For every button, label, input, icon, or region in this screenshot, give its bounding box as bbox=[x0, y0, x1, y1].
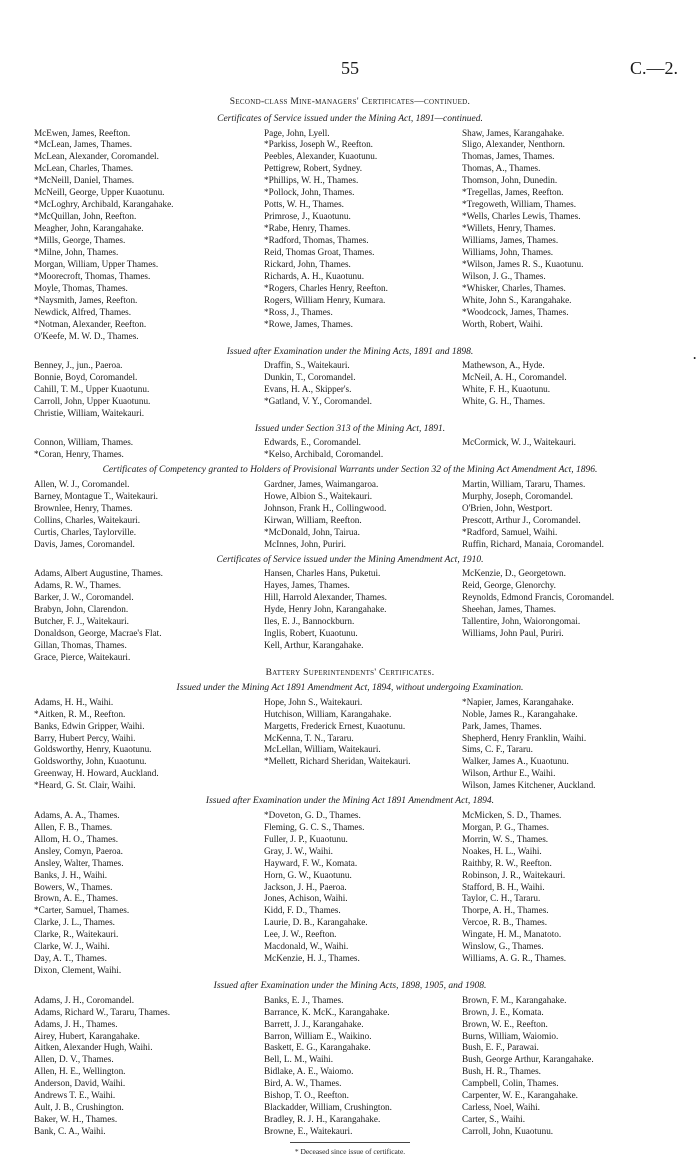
certificate-entry: Inglis, Robert, Kuaotunu. bbox=[264, 627, 358, 638]
certificate-entry: *McLean, James, Thames. bbox=[34, 139, 133, 150]
certificate-entry: Fuller, J. P., Kuaotunu. bbox=[264, 833, 348, 844]
section bbox=[22, 422, 678, 461]
certificate-entry: *McNeill, Daniel, Thames. bbox=[34, 175, 135, 186]
certificate-entry: McCormick, W. J., Waitekauri. bbox=[462, 437, 576, 448]
certificate-entry: Horn, G. W., Kuaotunu. bbox=[264, 869, 352, 880]
certificate-entry: Rickard, John, Thames. bbox=[264, 258, 351, 269]
section-heading: Issued after Examination under the Mining Act 1891 Amendment Act, 1894. bbox=[205, 796, 495, 807]
certificate-entry: Benney, J., jun., Paeroa. bbox=[34, 360, 123, 371]
certificate-entry: Williams, John, Thames. bbox=[462, 247, 554, 258]
section-heading: Issued after Examination under the Mining Acts, 1891 and 1898. bbox=[226, 346, 474, 357]
certificate-entry: Baker, W. H., Thames. bbox=[34, 1114, 118, 1125]
certificate-entry: Day, A. T., Thames. bbox=[34, 953, 107, 964]
certificate-entry: Thomas, A., Thames. bbox=[462, 163, 541, 174]
section-heading: Certificates of Service issued under the Mining Act, 1891—continued. bbox=[217, 114, 483, 124]
certificate-entry: *Heard, G. St. Clair, Waihi. bbox=[34, 780, 136, 791]
document-body bbox=[22, 96, 678, 1156]
certificate-entry: Tallentire, John, Waiorongomai. bbox=[462, 615, 581, 626]
certificate-entry: Murphy, Joseph, Coromandel. bbox=[462, 490, 573, 501]
certificate-entry: Hill, Harrold Alexander, Thames. bbox=[264, 591, 387, 602]
name-column-1 bbox=[22, 568, 252, 664]
certificate-entry: Connon, William, Thames. bbox=[34, 437, 134, 448]
certificate-entry: *McLoghry, Archibald, Karangahake. bbox=[34, 199, 174, 210]
certificate-entry: Carless, Noel, Waihi. bbox=[462, 1102, 540, 1113]
sections-container bbox=[22, 112, 678, 1138]
certificate-entry: Clarke, W. J., Waihi. bbox=[34, 941, 110, 952]
certificate-entry: *Mellett, Richard Sheridan, Waitekauri. bbox=[264, 756, 411, 767]
certificate-entry: Carroll, John, Upper Kuaotunu. bbox=[34, 396, 151, 407]
certificate-entry: *Napier, James, Karangahake. bbox=[462, 696, 574, 707]
section-heading: Issued after Examination under the Mining Acts, 1898, 1905, and 1908. bbox=[213, 981, 487, 992]
certificate-entry: *Rabe, Henry, Thames. bbox=[264, 223, 351, 234]
certificate-entry: Allen, F. B., Thames. bbox=[34, 821, 113, 832]
section bbox=[22, 681, 678, 792]
certificate-entry: Wilson, J. G., Thames. bbox=[462, 270, 546, 281]
certificate-entry: *Parkiss, Joseph W., Reefton. bbox=[264, 139, 373, 150]
certificate-entry: Noble, James R., Karangahake. bbox=[462, 708, 578, 719]
section bbox=[22, 666, 678, 682]
certificate-entry: Kidd, F. D., Thames. bbox=[264, 905, 341, 916]
certificate-entry: Banks, Edwin Gripper, Waihi. bbox=[34, 720, 145, 731]
section-heading: Battery Superintendents' Certificates. bbox=[265, 667, 435, 678]
certificate-entry: Brown, W. E., Reefton. bbox=[462, 1018, 548, 1029]
certificate-entry: *Notman, Alexander, Reefton. bbox=[34, 318, 147, 329]
certificate-entry: Ansley, Walter, Thames. bbox=[34, 857, 124, 868]
certificate-entry: Allom, H. O., Thames. bbox=[34, 833, 119, 844]
certificate-entry: Hope, John S., Waitekauri. bbox=[264, 696, 363, 707]
certificate-entry: Prescott, Arthur J., Coromandel. bbox=[462, 514, 581, 525]
name-column-3 bbox=[452, 568, 678, 664]
certificate-entry: Adams, H. H., Waihi. bbox=[34, 696, 114, 707]
certificate-entry: Bowers, W., Thames. bbox=[34, 881, 113, 892]
certificate-entry: Carter, S., Waihi. bbox=[462, 1114, 526, 1125]
certificate-entry: Goldsworthy, John, Kuaotunu. bbox=[34, 756, 147, 767]
certificate-entry: *Radford, Thomas, Thames. bbox=[264, 235, 369, 246]
certificate-entry: Barney, Montague T., Waitekauri. bbox=[34, 490, 158, 501]
certificate-entry: McNeil, A. H., Coromandel. bbox=[462, 372, 567, 383]
certificate-entry: Raithby, R. W., Reefton. bbox=[462, 857, 552, 868]
certificate-entry: *Wells, Charles Lewis, Thames. bbox=[462, 211, 581, 222]
certificate-entry: McKenzie, D., Georgetown. bbox=[462, 568, 566, 579]
certificate-entry: Meagher, John, Karangahake. bbox=[34, 223, 144, 234]
name-column-2 bbox=[252, 479, 452, 551]
certificate-entry: Thorpe, A. H., Thames. bbox=[462, 905, 549, 916]
certificate-entry: Park, James, Thames. bbox=[462, 720, 542, 731]
certificate-entry: Bidlake, A. E., Waiomo. bbox=[264, 1066, 354, 1077]
certificate-entry: Anderson, David, Waihi. bbox=[34, 1078, 126, 1089]
certificate-entry: Dixon, Clement, Waihi. bbox=[34, 965, 122, 976]
certificate-entry: Potts, W. H., Thames. bbox=[264, 199, 344, 210]
certificate-entry: Brabyn, John, Clarendon. bbox=[34, 603, 129, 614]
certificate-entry: Rogers, William Henry, Kumara. bbox=[264, 294, 386, 305]
certificate-entry: Bishop, T. O., Reefton. bbox=[264, 1090, 349, 1101]
certificate-entry: Shepherd, Henry Franklin, Waihi. bbox=[462, 732, 587, 743]
certificate-entry: Cahill, T. M., Upper Kuaotunu. bbox=[34, 384, 150, 395]
certificate-entry: Reid, Thomas Groat, Thames. bbox=[264, 247, 375, 258]
section bbox=[22, 794, 678, 977]
certificate-entry: Clarke, J. L., Thames. bbox=[34, 917, 115, 928]
certificate-entry: *Coran, Henry, Thames. bbox=[34, 449, 124, 460]
certificate-entry: *Tregoweth, William, Thames. bbox=[462, 199, 577, 210]
name-column-3 bbox=[452, 437, 678, 461]
name-column-3 bbox=[452, 697, 678, 793]
certificate-entry: Newdick, Alfred, Thames. bbox=[34, 306, 132, 317]
name-column-3 bbox=[452, 479, 678, 551]
certificate-entry: *Whisker, Charles, Thames. bbox=[462, 282, 566, 293]
certificate-entry: Richards, A. H., Kuaotunu. bbox=[264, 270, 365, 281]
certificate-entry: Peebles, Alexander, Kuaotunu. bbox=[264, 151, 378, 162]
certificate-entry: Kell, Arthur, Karangahake. bbox=[264, 639, 364, 650]
certificate-entry: McKenna, T. N., Tararu. bbox=[264, 732, 354, 743]
certificate-entry: Burns, William, Waiomio. bbox=[462, 1030, 559, 1041]
section bbox=[22, 345, 678, 420]
certificate-entry: *Ross, J., Thames. bbox=[264, 306, 333, 317]
certificate-entry: McNeill, George, Upper Kuaotunu. bbox=[34, 187, 165, 198]
certificate-entry: Carroll, John, Kuaotunu. bbox=[462, 1126, 554, 1137]
certificate-entry: Bush, H. R., Thames. bbox=[462, 1066, 541, 1077]
footnote-rule bbox=[290, 1142, 410, 1143]
name-column-2 bbox=[252, 810, 452, 977]
certificate-entry: Worth, Robert, Waihi. bbox=[462, 318, 543, 329]
certificate-entry: Wilson, James Kitchener, Auckland. bbox=[462, 780, 596, 791]
certificate-entry: Taylor, C. H., Tararu. bbox=[462, 893, 541, 904]
name-columns bbox=[22, 360, 678, 420]
certificate-entry: McLean, Alexander, Coromandel. bbox=[34, 151, 159, 162]
certificate-entry: Primrose, J., Kuaotunu. bbox=[264, 211, 351, 222]
name-columns bbox=[22, 128, 678, 343]
certificate-entry: Hayes, James, Thames. bbox=[264, 580, 350, 590]
certificate-entry: Williams, James, Thames. bbox=[462, 235, 559, 246]
certificate-entry: Brown, A. E., Thames. bbox=[34, 893, 119, 904]
certificate-entry: Lee, J. W., Reefton. bbox=[264, 929, 337, 940]
certificate-entry: Draffin, S., Waitekauri. bbox=[264, 360, 350, 371]
name-column-3 bbox=[452, 128, 678, 343]
certificate-entry: *Rogers, Charles Henry, Reefton. bbox=[264, 282, 388, 293]
name-column-2 bbox=[252, 697, 452, 793]
name-column-2 bbox=[252, 568, 452, 664]
certificate-entry: Collins, Charles, Waitekauri. bbox=[34, 514, 141, 525]
certificate-entry: *Radford, Samuel, Waihi. bbox=[462, 526, 558, 537]
page-header bbox=[0, 58, 700, 80]
certificate-entry: Thomson, John, Dunedin. bbox=[462, 175, 558, 186]
certificate-entry: Donaldson, George, Macrae's Flat. bbox=[34, 627, 162, 638]
certificate-entry: Noakes, H. L., Waihi. bbox=[462, 845, 542, 856]
certificate-entry: Jones, Achison, Waihi. bbox=[264, 893, 348, 904]
certificate-entry: Laurie, D. B., Karangahake. bbox=[264, 917, 368, 928]
certificate-entry: *Pollock, John, Thames. bbox=[264, 187, 355, 198]
section bbox=[22, 553, 678, 664]
certificate-entry: Fleming, G. C. S., Thames. bbox=[264, 821, 365, 832]
name-column-1 bbox=[22, 479, 252, 551]
certificate-entry: McMicken, S. D., Thames. bbox=[462, 809, 562, 820]
section-heading: Issued under Section 313 of the Mining Act, 1891. bbox=[254, 423, 446, 434]
certificate-entry: Brown, J. E., Komata. bbox=[462, 1006, 544, 1017]
certificate-entry: White, F. H., Kuaotunu. bbox=[462, 384, 551, 395]
certificate-entry: Winslow, G., Thames. bbox=[462, 941, 544, 952]
certificate-entry: Hansen, Charles Hans, Puketui. bbox=[264, 568, 381, 579]
certificate-entry: Moyle, Thomas, Thames. bbox=[34, 282, 128, 293]
certificate-entry: Greenway, H. Howard, Auckland. bbox=[34, 768, 159, 779]
certificate-entry: *Kelso, Archibald, Coromandel. bbox=[264, 449, 384, 460]
certificate-entry: Banks, J. H., Waihi. bbox=[34, 869, 108, 880]
certificate-entry: Edwards, E., Coromandel. bbox=[264, 437, 361, 448]
name-column-1 bbox=[22, 995, 252, 1138]
certificate-entry: *Aitken, R. M., Reefton. bbox=[34, 708, 126, 719]
certificate-entry: O'Keefe, M. W. D., Thames. bbox=[34, 330, 139, 341]
certificate-entry: *Milne, John, Thames. bbox=[34, 247, 119, 258]
certificate-entry: Barker, J. W., Coromandel. bbox=[34, 591, 134, 602]
name-column-1 bbox=[22, 128, 252, 343]
certificate-entry: Iles, E. J., Bannockburn. bbox=[264, 615, 355, 626]
certificate-entry: Reid, George, Glenorchy. bbox=[462, 580, 556, 590]
certificate-entry: Adams, Richard W., Tararu, Thames. bbox=[34, 1006, 171, 1017]
certificate-entry: Kirwan, William, Reefton. bbox=[264, 514, 362, 525]
certificate-entry: Bush, George Arthur, Karangahake. bbox=[462, 1054, 594, 1065]
certificate-entry: Ansley, Comyn, Paeroa. bbox=[34, 845, 123, 856]
certificate-entry: Reynolds, Edmond Francis, Coromandel. bbox=[462, 591, 615, 602]
certificate-entry: Dunkin, T., Coromandel. bbox=[264, 372, 356, 383]
certificate-entry: Morgan, P. G., Thames. bbox=[462, 821, 549, 832]
certificate-entry: Adams, R. W., Thames. bbox=[34, 580, 122, 590]
certificate-entry: Johnson, Frank H., Collingwood. bbox=[264, 502, 387, 513]
certificate-entry: Vercoe, R. B., Thames. bbox=[462, 917, 548, 928]
certificate-entry: Campbell, Colin, Thames. bbox=[462, 1078, 559, 1089]
certificate-entry: Williams, A. G. R., Thames. bbox=[462, 953, 567, 964]
certificate-entry: Sims, C. F., Tararu. bbox=[462, 744, 533, 755]
name-columns bbox=[22, 697, 678, 793]
certificate-entry: Hayward, F. W., Komata. bbox=[264, 857, 358, 868]
certificate-entry: Adams, J. H., Thames. bbox=[34, 1018, 118, 1029]
certificate-entry: *McQuillan, John, Reefton. bbox=[34, 211, 137, 222]
certificate-entry: Pettigrew, Robert, Sydney. bbox=[264, 163, 363, 174]
certificate-entry: Carpenter, W. E., Karangahake. bbox=[462, 1090, 578, 1101]
certificate-entry: Bush, E. F., Parawai. bbox=[462, 1042, 539, 1053]
certificate-entry: White, John S., Karangahake. bbox=[462, 294, 572, 305]
section-heading: Issued under the Mining Act 1891 Amendment Act, 1894, without undergoing Examination. bbox=[176, 683, 524, 694]
certificate-entry: Morgan, William, Upper Thames. bbox=[34, 258, 159, 269]
certificate-entry: Allen, D. V., Thames. bbox=[34, 1054, 114, 1065]
certificate-entry: Stafford, B. H., Waihi. bbox=[462, 881, 545, 892]
name-column-1 bbox=[22, 437, 252, 461]
name-column-3 bbox=[452, 360, 678, 420]
certificate-entry: Allen, W. J., Coromandel. bbox=[34, 478, 130, 489]
margin-mark: • bbox=[693, 354, 696, 363]
certificate-entry: *McDonald, John, Tairua. bbox=[264, 526, 360, 537]
certificate-entry: Barrance, K. McK., Karangahake. bbox=[264, 1006, 390, 1017]
certificate-entry: Gray, J. W., Waihi. bbox=[264, 845, 333, 856]
certificate-entry: Walker, James A., Kuaotunu. bbox=[462, 756, 569, 767]
section bbox=[22, 463, 678, 550]
certificate-entry: Clarke, R., Waitekauri. bbox=[34, 929, 119, 940]
name-columns bbox=[22, 568, 678, 664]
certificate-entry: Browne, E., Waitekauri. bbox=[264, 1126, 353, 1137]
certificate-entry: Barrett, J. J., Karangahake. bbox=[264, 1018, 364, 1029]
certificate-entry: Curtis, Charles, Taylorville. bbox=[34, 526, 137, 537]
certificate-entry: Andrews T. E., Waihi. bbox=[34, 1090, 116, 1101]
name-column-2 bbox=[252, 128, 452, 343]
certificate-entry: *Phillips, W. H., Thames. bbox=[264, 175, 359, 186]
certificate-entry: Ruffin, Richard, Manaia, Coromandel. bbox=[462, 538, 604, 549]
certificate-entry: *Rowe, James, Thames. bbox=[264, 318, 353, 329]
name-column-2 bbox=[252, 995, 452, 1138]
certificate-entry: Aitken, Alexander Hugh, Waihi. bbox=[34, 1042, 153, 1053]
certificate-entry: O'Brien, John, Westport. bbox=[462, 502, 553, 513]
certificate-entry: *Moorecroft, Thomas, Thames. bbox=[34, 270, 151, 281]
certificate-entry: Martin, William, Tararu, Thames. bbox=[462, 478, 586, 489]
certificate-entry: Gardner, James, Waimangaroa. bbox=[264, 478, 379, 489]
certificate-entry: Goldsworthy, Henry, Kuaotunu. bbox=[34, 744, 152, 755]
certificate-entry: Sligo, Alexander, Nenthorn. bbox=[462, 139, 565, 150]
certificate-entry: Davis, James, Coromandel. bbox=[34, 538, 135, 549]
name-column-3 bbox=[452, 995, 678, 1138]
name-columns bbox=[22, 810, 678, 977]
page-number: 55 bbox=[341, 58, 359, 78]
name-columns bbox=[22, 479, 678, 551]
section bbox=[22, 112, 678, 343]
name-column-1 bbox=[22, 697, 252, 793]
certificate-entry: White, G. H., Thames. bbox=[462, 396, 546, 407]
section bbox=[22, 979, 678, 1138]
certificate-entry: McLellan, William, Waitekauri. bbox=[264, 744, 381, 755]
certificate-entry: Gillan, Thomas, Thames. bbox=[34, 639, 127, 650]
certificate-entry: Banks, E. J., Thames. bbox=[264, 994, 344, 1005]
section-heading: Certificates of Service issued under the Mining Amendment Act, 1910. bbox=[216, 554, 484, 565]
page-reference: C.—2. bbox=[629, 58, 678, 78]
certificate-entry: Grace, Pierce, Waitekauri. bbox=[34, 651, 131, 662]
certificate-entry: Baskett, E. G., Karangahake. bbox=[264, 1042, 371, 1053]
certificate-entry: Hutchison, William, Karangahake. bbox=[264, 708, 392, 719]
certificate-entry: *Naysmith, James, Reefton. bbox=[34, 294, 138, 305]
name-column-1 bbox=[22, 360, 252, 420]
certificate-entry: *Tregellas, James, Reefton. bbox=[462, 187, 564, 198]
certificate-entry: Wingate, H. M., Manatoto. bbox=[462, 929, 562, 940]
certificate-entry: Thomas, James, Thames. bbox=[462, 151, 555, 162]
certificate-entry: Williams, John Paul, Puriri. bbox=[462, 627, 564, 638]
certificate-entry: *Willets, Henry, Thames. bbox=[462, 223, 556, 234]
certificate-entry: *Mills, George, Thames. bbox=[34, 235, 126, 246]
certificate-entry: *Gatland, V. Y., Coromandel. bbox=[264, 396, 372, 407]
certificate-entry: Shaw, James, Karangahake. bbox=[462, 127, 565, 138]
certificate-entry: Bradley, R. J. H., Karangahake. bbox=[264, 1114, 381, 1125]
certificate-entry: Robinson, J. R., Waitekauri. bbox=[462, 869, 566, 880]
certificate-entry: McKenzie, H. J., Thames. bbox=[264, 953, 360, 964]
certificate-entry: Airey, Hubert, Karangahake. bbox=[34, 1030, 140, 1041]
certificate-entry: Ault, J. B., Crushington. bbox=[34, 1102, 124, 1113]
certificate-entry: Macdonald, W., Waihi. bbox=[264, 941, 349, 952]
certificate-entry: Barron, William E., Waikino. bbox=[264, 1030, 372, 1041]
certificate-entry: McInnes, John, Puriri. bbox=[264, 538, 346, 549]
certificate-entry: Blackadder, William, Crushington. bbox=[264, 1102, 392, 1113]
certificate-entry: Barry, Hubert Percy, Waihi. bbox=[34, 732, 136, 743]
name-column-1 bbox=[22, 810, 252, 977]
certificate-entry: McEwen, James, Reefton. bbox=[34, 127, 131, 138]
name-column-3 bbox=[452, 810, 678, 977]
certificate-entry: Page, John, Lyell. bbox=[264, 127, 330, 138]
certificate-entry: Morrin, W. S., Thames. bbox=[462, 833, 549, 844]
certificate-entry: Sheehan, James, Thames. bbox=[462, 603, 556, 614]
certificate-entry: Brownlee, Henry, Thames. bbox=[34, 502, 133, 513]
certificate-entry: McLean, Charles, Thames. bbox=[34, 163, 134, 174]
name-column-2 bbox=[252, 360, 452, 420]
certificate-entry: Bird, A. W., Thames. bbox=[264, 1078, 342, 1089]
document-title: Second-class Mine-managers' Certificates—continued. bbox=[229, 97, 471, 107]
certificate-entry: Adams, J. H., Coromandel. bbox=[34, 994, 135, 1005]
certificate-entry: Brown, F. M., Karangahake. bbox=[462, 994, 567, 1005]
certificate-entry: *Doveton, G. D., Thames. bbox=[264, 809, 361, 820]
certificate-entry: Wilson, Arthur E., Waihi. bbox=[462, 768, 556, 779]
section-heading: Certificates of Competency granted to Holders of Provisional Warrants under Section 32 of the Mining Act Amendment Act, 1896. bbox=[102, 465, 598, 476]
certificate-entry: Mathewson, A., Hyde. bbox=[462, 360, 545, 371]
certificate-entry: Jackson, J. H., Paeroa. bbox=[264, 881, 347, 892]
certificate-entry: Margetts, Frederick Ernest, Kuaotunu. bbox=[264, 720, 406, 731]
certificate-entry: Hyde, Henry John, Karangahake. bbox=[264, 603, 387, 614]
name-columns bbox=[22, 995, 678, 1138]
certificate-entry: Howe, Albion S., Waitekauri. bbox=[264, 490, 373, 501]
certificate-entry: Christie, William, Waitekauri. bbox=[34, 407, 145, 418]
certificate-entry: Butcher, F. J., Waitekauri. bbox=[34, 615, 129, 626]
certificate-entry: *Wilson, James R. S., Kuaotunu. bbox=[462, 258, 584, 269]
certificate-entry: Adams, A. A., Thames. bbox=[34, 809, 120, 820]
certificate-entry: *Woodcock, James, Thames. bbox=[462, 306, 569, 317]
name-columns bbox=[22, 437, 678, 461]
name-column-2 bbox=[252, 437, 452, 461]
certificate-entry: Bell, L. M., Waihi. bbox=[264, 1054, 334, 1065]
certificate-entry: Allen, H. E., Wellington. bbox=[34, 1066, 126, 1077]
certificate-entry: Bonnie, Boyd, Coromandel. bbox=[34, 372, 138, 383]
footnote: * Deceased since issue of certificate. bbox=[294, 1147, 406, 1156]
certificate-entry: Evans, H. A., Skipper's. bbox=[264, 384, 352, 395]
certificate-entry: *Carter, Samuel, Thames. bbox=[34, 905, 130, 916]
certificate-entry: Adams, Albert Augustine, Thames. bbox=[34, 568, 163, 579]
certificate-entry: Bank, C. A., Waihi. bbox=[34, 1126, 106, 1137]
